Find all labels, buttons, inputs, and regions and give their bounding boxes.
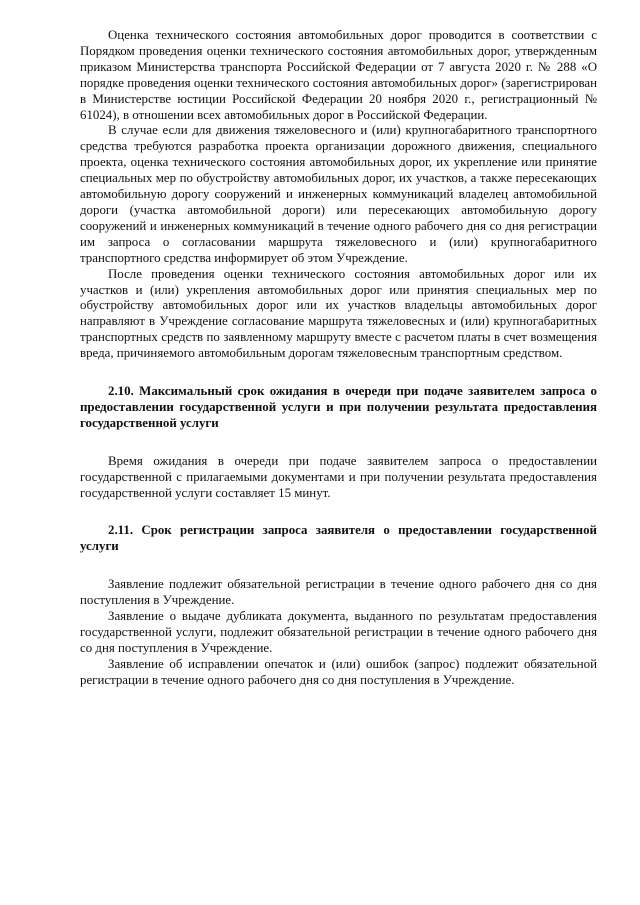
paragraph-queue-time: Время ожидания в очереди при подаче заявителем запроса о предоставлении государственной с прилагаемыми документами и при получении результата предоставления государственной услуги составляет 15 минут. <box>80 453 597 500</box>
document-page <box>80 28 597 689</box>
paragraph-registration-application: Заявление подлежит обязательной регистрации в течение одного рабочего дня со дня поступления в Учреждение. <box>80 577 597 608</box>
section-heading-2-11: 2.11. Срок регистрации запроса заявителя о предоставлении государственной услуги <box>80 523 597 554</box>
paragraph-registration-corrections: Заявление об исправлении опечаток и (или) ошибок (запрос) подлежит обязательной регистрации в течение одного рабочего дня со дня поступления в Учреждение. <box>80 656 597 687</box>
section-heading-2-10: 2.10. Максимальный срок ожидания в очереди при подаче заявителем запроса о предоставлении государственной услуги и при получении результата предоставления государственной услуги <box>80 384 597 430</box>
paragraph-registration-duplicate: Заявление о выдаче дубликата документа, выданного по результатам предоставления государственной услуги, подлежит обязательной регистрации в течение одного рабочего дня со дня поступления в Учреждение. <box>80 609 597 655</box>
paragraph-road-assessment: Оценка технического состояния автомобильных дорог проводится в соответствии с Порядком проведения оценки технического состояния автомобильных дорог, утвержденным приказом Министерства транспорта Российской Федерации от 7 августа 2020 г. № 288 «О порядке проведения оценки технического состояния автомобильных дорог» (зарегистрирован в Министерстве юстиции Российской Федерации 20 ноября 2020 г., регистрационный № 61024), в отношении всех автомобильных дорог в Российской Федерации. <box>80 28 597 122</box>
paragraph-after-assessment: После проведения оценки технического состояния автомобильных дорог или их участков и (или) укрепления автомобильных дорог или принятия специальных мер по обустройству автомобильных дорог или их участков владельцы автомобильных дорог направляют в Учреждение согласование маршрута тяжеловесных и (или) крупногабаритных транспортных средств по заявленному маршруту вместе с расчетом платы в счет возмещения вреда, причиняемого автомобильным дорогам тяжеловесным транспортным средством. <box>80 266 597 361</box>
paragraph-heavy-vehicle-case: В случае если для движения тяжеловесного и (или) крупногабаритного транспортного средства требуются разработка проекта организации дорожного движения, специального проекта, оценка технического состояния автомобильных дорог, их укрепление или принятие специальных мер по обустройству автомобильных дорог, их участков, а также пересекающих автомобильную дорогу сооружений и инженерных коммуникаций владелец автомобильной дороги (участка автомобильной дороги) или пересекающих автомобильную дорогу сооружений и инженерных коммуникаций в течение одного рабочего дня со дня регистрации им запроса о согласовании маршрута тяжеловесного и (или) крупногабаритного транспортного средства информирует об этом Учреждение. <box>80 123 597 265</box>
